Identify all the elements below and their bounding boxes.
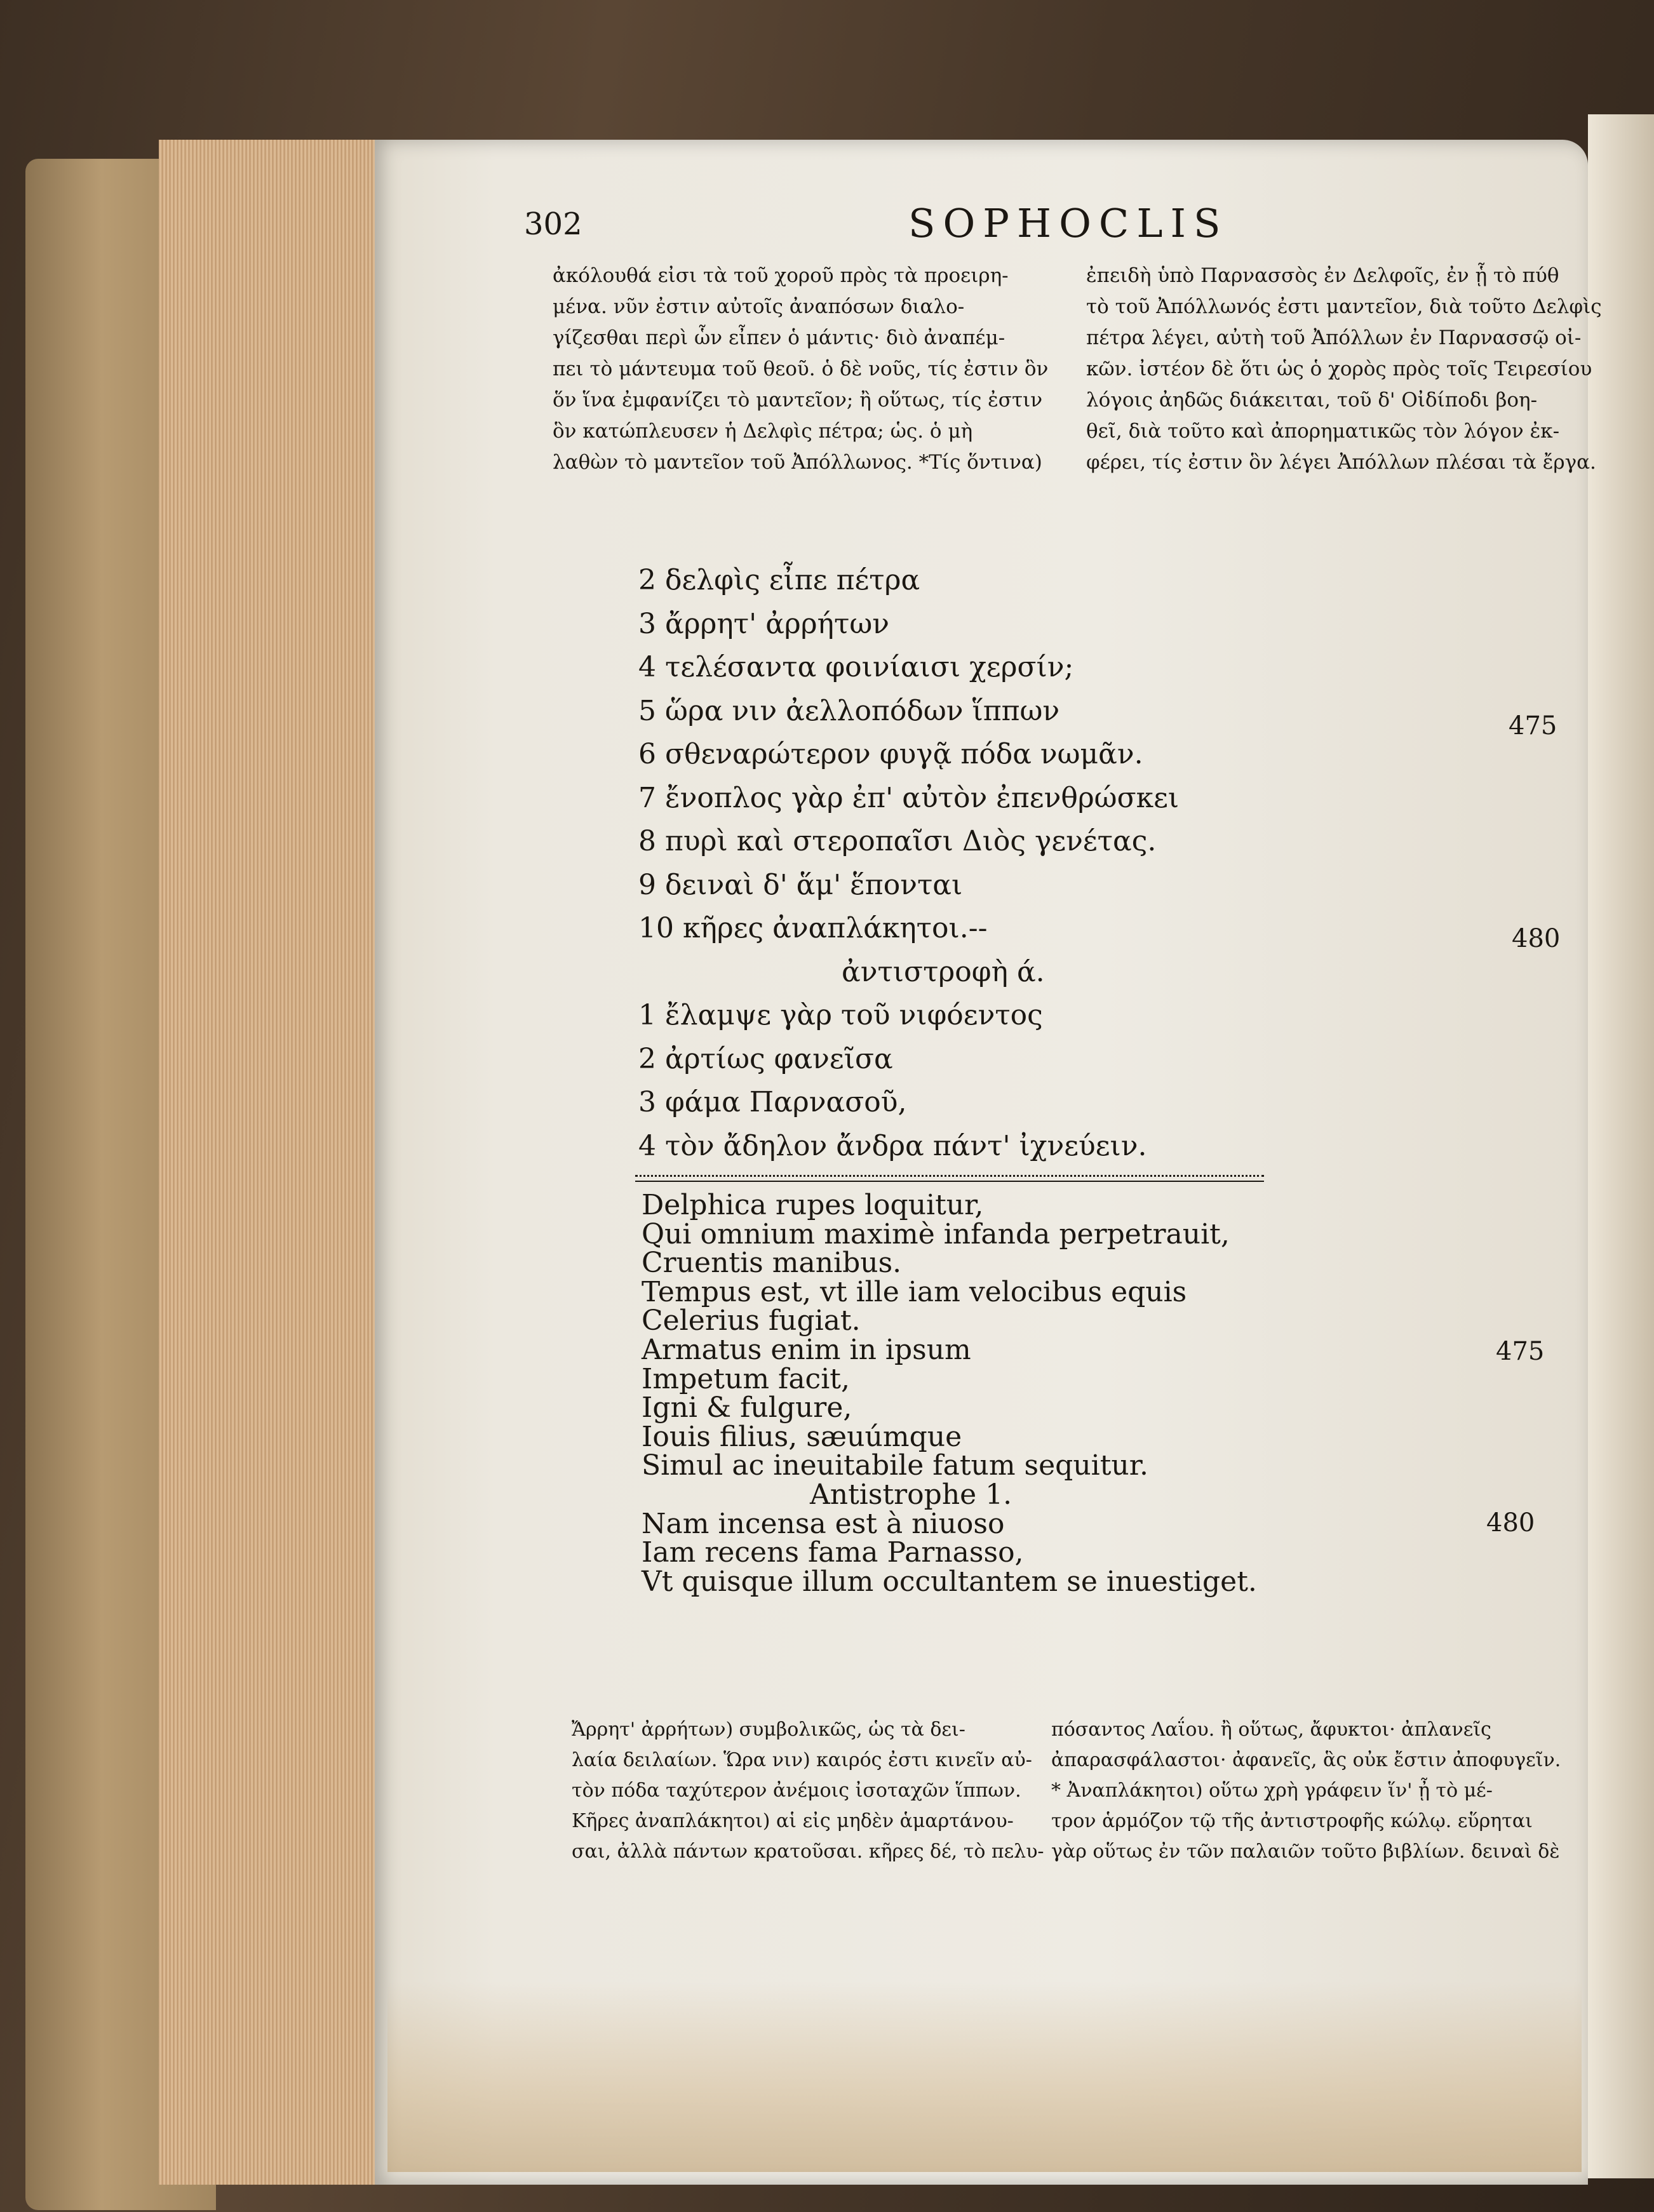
verse-line: Impetum facit, — [642, 1362, 850, 1395]
verse-line: Tempus est, vt ille iam velocibus equis — [642, 1275, 1187, 1308]
commentary-line: Ἄρρητ' ἀρρήτων) συμβολικῶς, ὡς τὰ δει- — [572, 1719, 965, 1741]
commentary-line: τὸν πόδα ταχύτερον ἀνέμοις ἰσοταχῶν ἵππων. — [572, 1780, 1021, 1802]
verse-line: Armatus enim in ipsum — [642, 1333, 971, 1366]
section-divider — [635, 1175, 1264, 1182]
antistrophe-heading: Antistrophe 1. — [810, 1478, 1012, 1511]
verse-line: 9 δειναὶ δ' ἅμ' ἕπονται — [638, 868, 963, 901]
verse-line: Delphica rupes loquitur, — [642, 1189, 984, 1221]
verse-line: Igni & fulgure, — [642, 1391, 852, 1424]
commentary-line: σαι, ἀλλὰ πάντων κρατοῦσαι. κῆρες δέ, τὸ πελυ- — [572, 1840, 1044, 1863]
verse-line: 4 τελέσαντα φοινίαισι χερσίν; — [638, 651, 1074, 683]
verse-line: Iouis filius, sæuúmque — [642, 1420, 962, 1453]
commentary-line: μένα. νῦν ἐστιν αὐτοῖς ἀναπόσων διαλο- — [553, 295, 965, 318]
verse-line: 5 ὥρα νιν ἀελλοπόδων ἵππων — [638, 694, 1060, 727]
running-title: SOPHOCLIS — [908, 200, 1228, 246]
commentary-line: ὃν κατώπλευσεν ἡ Δελφὶς πέτρα; ὡς. ὁ μὴ — [553, 420, 973, 443]
commentary-line: ἀπαρασφάλαστοι· ἀφανεῖς, ἃς οὐκ ἔστιν ἀποφυγεῖν. — [1051, 1749, 1561, 1771]
verse-line: Vt quisque illum occultantem se inuestiget. — [642, 1565, 1257, 1598]
verse-line: 3 φάμα Παρνασοῦ, — [638, 1086, 907, 1118]
commentary-line: λαία δειλαίων. Ὥρα νιν) καιρός ἐστι κινεῖν αὐ- — [572, 1749, 1032, 1771]
commentary-line: φέρει, τίς ἐστιν ὃν λέγει Ἀπόλλων πλέσαι τὰ ἔργα. — [1086, 451, 1596, 474]
commentary-line: λόγοις ἀηδῶς διάκειται, τοῦ δ' Οἰδίποδι βοη- — [1086, 389, 1538, 412]
line-number: 480 — [1486, 1508, 1535, 1538]
commentary-line: ἀκόλουθά εἰσι τὰ τοῦ χοροῦ πρὸς τὰ προειρη- — [553, 264, 1009, 287]
commentary-line: λαθὼν τὸ μαντεῖον τοῦ Ἀπόλλωνος. *Τίς ὅντινα) — [553, 451, 1042, 474]
verse-line: Iam recens fama Parnasso, — [642, 1536, 1024, 1569]
verse-line: Celerius fugiat. — [642, 1304, 861, 1337]
commentary-line: πόσαντος Λαΐου. ἢ οὕτως, ἄφυκτοι· ἀπλανεῖς — [1051, 1719, 1491, 1741]
verse-line: 8 πυρὶ καὶ στεροπαῖσι Διὸς γενέτας. — [638, 825, 1157, 857]
commentary-line: τρον ἁρμόζον τῷ τῆς ἀντιστροφῆς κώλῳ. εὕρηται — [1051, 1810, 1533, 1832]
page-edges — [159, 140, 387, 2185]
line-number: 475 — [1496, 1337, 1545, 1366]
verse-line: 7 ἔνοπλος γὰρ ἐπ' αὐτὸν ἐπενθρώσκει — [638, 781, 1180, 814]
commentary-bottom-left — [572, 1715, 1044, 1867]
antistrophe-heading: ἀντιστροφὴ ά. — [842, 955, 1045, 988]
greek-verse-block — [638, 559, 1179, 1168]
commentary-bottom-right — [1051, 1715, 1561, 1867]
verse-line: 2 δελφὶς εἶπε πέτρα — [638, 564, 920, 596]
verse-line: 2 ἀρτίως φανεῖσα — [638, 1042, 893, 1075]
commentary-line: γὰρ οὕτως ἐν τῶν παλαιῶν τοῦτο βιβλίων. δειναὶ δὲ — [1051, 1840, 1560, 1863]
commentary-line: πει τὸ μάντευμα τοῦ θεοῦ. ὁ δὲ νοῦς, τίς ἐστιν ὃν — [553, 358, 1049, 380]
water-stain — [387, 1981, 1582, 2172]
line-number: 475 — [1509, 711, 1557, 741]
commentary-top-left — [553, 260, 1048, 478]
verse-line: Simul ac ineuitabile fatum sequitur. — [642, 1449, 1148, 1482]
verse-line: 3 ἄρρητ' ἀρρήτων — [638, 607, 889, 640]
commentary-line: τὸ τοῦ Ἀπόλλωνός ἐστι μαντεῖον, διὰ τοῦτο Δελφὶς — [1086, 295, 1602, 318]
commentary-line: γίζεσθαι περὶ ὧν εἶπεν ὁ μάντις· διὸ ἀναπέμ- — [553, 326, 1005, 349]
commentary-line: ἐπειδὴ ὑπὸ Παρνασσὸς ἐν Δελφοῖς, ἐν ᾗ τὸ πύθ — [1086, 264, 1559, 287]
page-number: 302 — [524, 206, 582, 242]
commentary-top-right — [1086, 260, 1602, 478]
verse-line: 6 σθεναρώτερον φυγᾷ πόδα νωμᾶν. — [638, 738, 1143, 770]
verse-line: Nam incensa est à niuoso — [642, 1507, 1005, 1540]
verse-line: 4 τὸν ἄδηλον ἄνδρα πάντ' ἰχνεύειν. — [638, 1129, 1147, 1162]
commentary-line: * Ἀναπλάκητοι) οὕτω χρὴ γράφειν ἵν' ᾖ τὸ μέ- — [1051, 1780, 1493, 1802]
commentary-line: πέτρα λέγει, αὐτὴ τοῦ Ἀπόλλων ἐν Παρνασσῷ οἰ- — [1086, 326, 1582, 349]
line-number: 480 — [1512, 924, 1561, 953]
commentary-line: Κῆρες ἀναπλάκητοι) αἱ εἰς μηδὲν ἁμαρτάνου- — [572, 1810, 1014, 1832]
verse-line: 1 ἔλαμψε γὰρ τοῦ νιφόεντος — [638, 999, 1043, 1031]
verse-line: Cruentis manibus. — [642, 1247, 902, 1280]
commentary-line: ὅν ἵνα ἐμφανίζει τὸ μαντεῖον; ἢ οὕτως, τίς ἐστιν — [553, 389, 1043, 412]
commentary-line: κῶν. ἰστέον δὲ ὅτι ὡς ὁ χορὸς πρὸς τοῖς Τειρεσίου — [1086, 358, 1592, 380]
verse-line: 10 κῆρες ἀναπλάκητοι.-- — [638, 912, 988, 944]
verse-line: Qui omnium maximè infanda perpetrauit, — [642, 1217, 1230, 1250]
latin-verse-block — [642, 1191, 1257, 1596]
commentary-line: θεῖ, διὰ τοῦτο καὶ ἀπορηματικῶς τὸν λόγον ἐκ- — [1086, 420, 1560, 443]
